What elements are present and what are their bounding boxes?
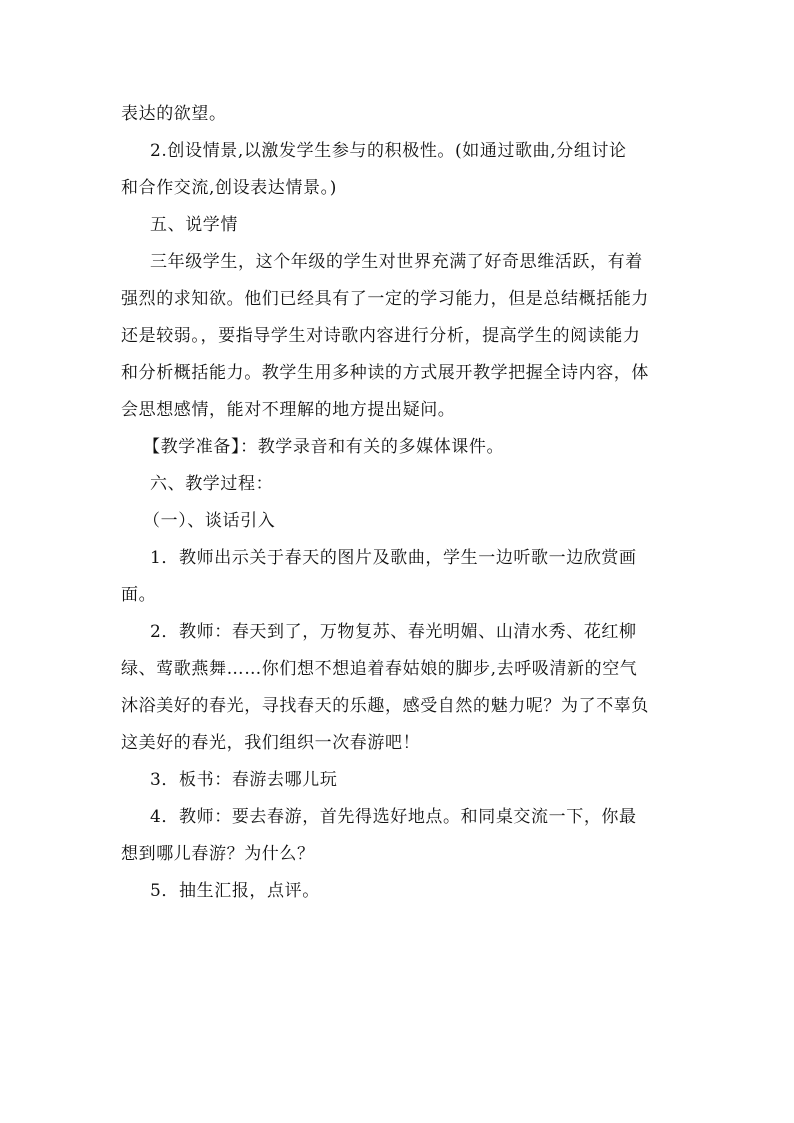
text-line-5: 三年级学生，这个年级的学生对世界充满了好奇思维活跃，有着 xyxy=(150,252,643,272)
text-line-1: 表达的欲望。 xyxy=(121,104,227,124)
text-line-15: 2．教师：春天到了，万物复苏、春光明媚、山清水秀、花红柳 xyxy=(150,622,637,642)
text-line-2: 2.创设情景,以激发学生参与的积极性。(如通过歌曲,分组讨论 xyxy=(150,141,627,161)
text-line-21: 想到哪儿春游？为什么？ xyxy=(121,844,315,864)
text-line-20: 4．教师：要去春游，首先得选好地点。和同桌交流一下，你最 xyxy=(150,807,637,827)
text-line-16: 绿、莺歌燕舞……你们想不想追着春姑娘的脚步,去呼吸清新的空气 xyxy=(121,659,638,679)
text-line-17: 沐浴美好的春光，寻找春天的乐趣，感受自然的魅力呢？为了不辜负 xyxy=(121,696,649,716)
text-line-8: 和分析概括能力。教学生用多种读的方式展开教学把握全诗内容，体 xyxy=(121,363,649,383)
subsection-heading-intro: （一）、谈话引入 xyxy=(143,511,276,531)
text-line-18: 这美好的春光，我们组织一次春游吧！ xyxy=(121,733,421,753)
text-line-22: 5．抽生汇报，点评。 xyxy=(150,881,320,901)
text-line-14: 面。 xyxy=(121,585,157,605)
section-heading-learner-analysis: 五、说学情 xyxy=(150,215,238,235)
document-body xyxy=(121,96,675,910)
text-line-19: 3．板书：春游去哪儿玩 xyxy=(150,770,338,790)
section-heading-teaching-process: 六、教学过程： xyxy=(150,474,274,494)
teaching-preparation: 【教学准备】：教学录音和有关的多媒体课件。 xyxy=(143,437,505,457)
text-line-7: 还是较弱。，要指导学生对诗歌内容进行分析，提高学生的阅读能力 xyxy=(121,326,641,346)
text-line-9: 会思想感情，能对不理解的地方提出疑问。 xyxy=(121,400,456,420)
text-line-13: 1．教师出示关于春天的图片及歌曲，学生一边听歌一边欣赏画 xyxy=(150,548,637,568)
text-line-6: 强烈的求知欲。他们已经具有了一定的学习能力，但是总结概括能力 xyxy=(121,289,649,309)
text-line-3: 和合作交流,创设表达情景。) xyxy=(121,178,337,198)
